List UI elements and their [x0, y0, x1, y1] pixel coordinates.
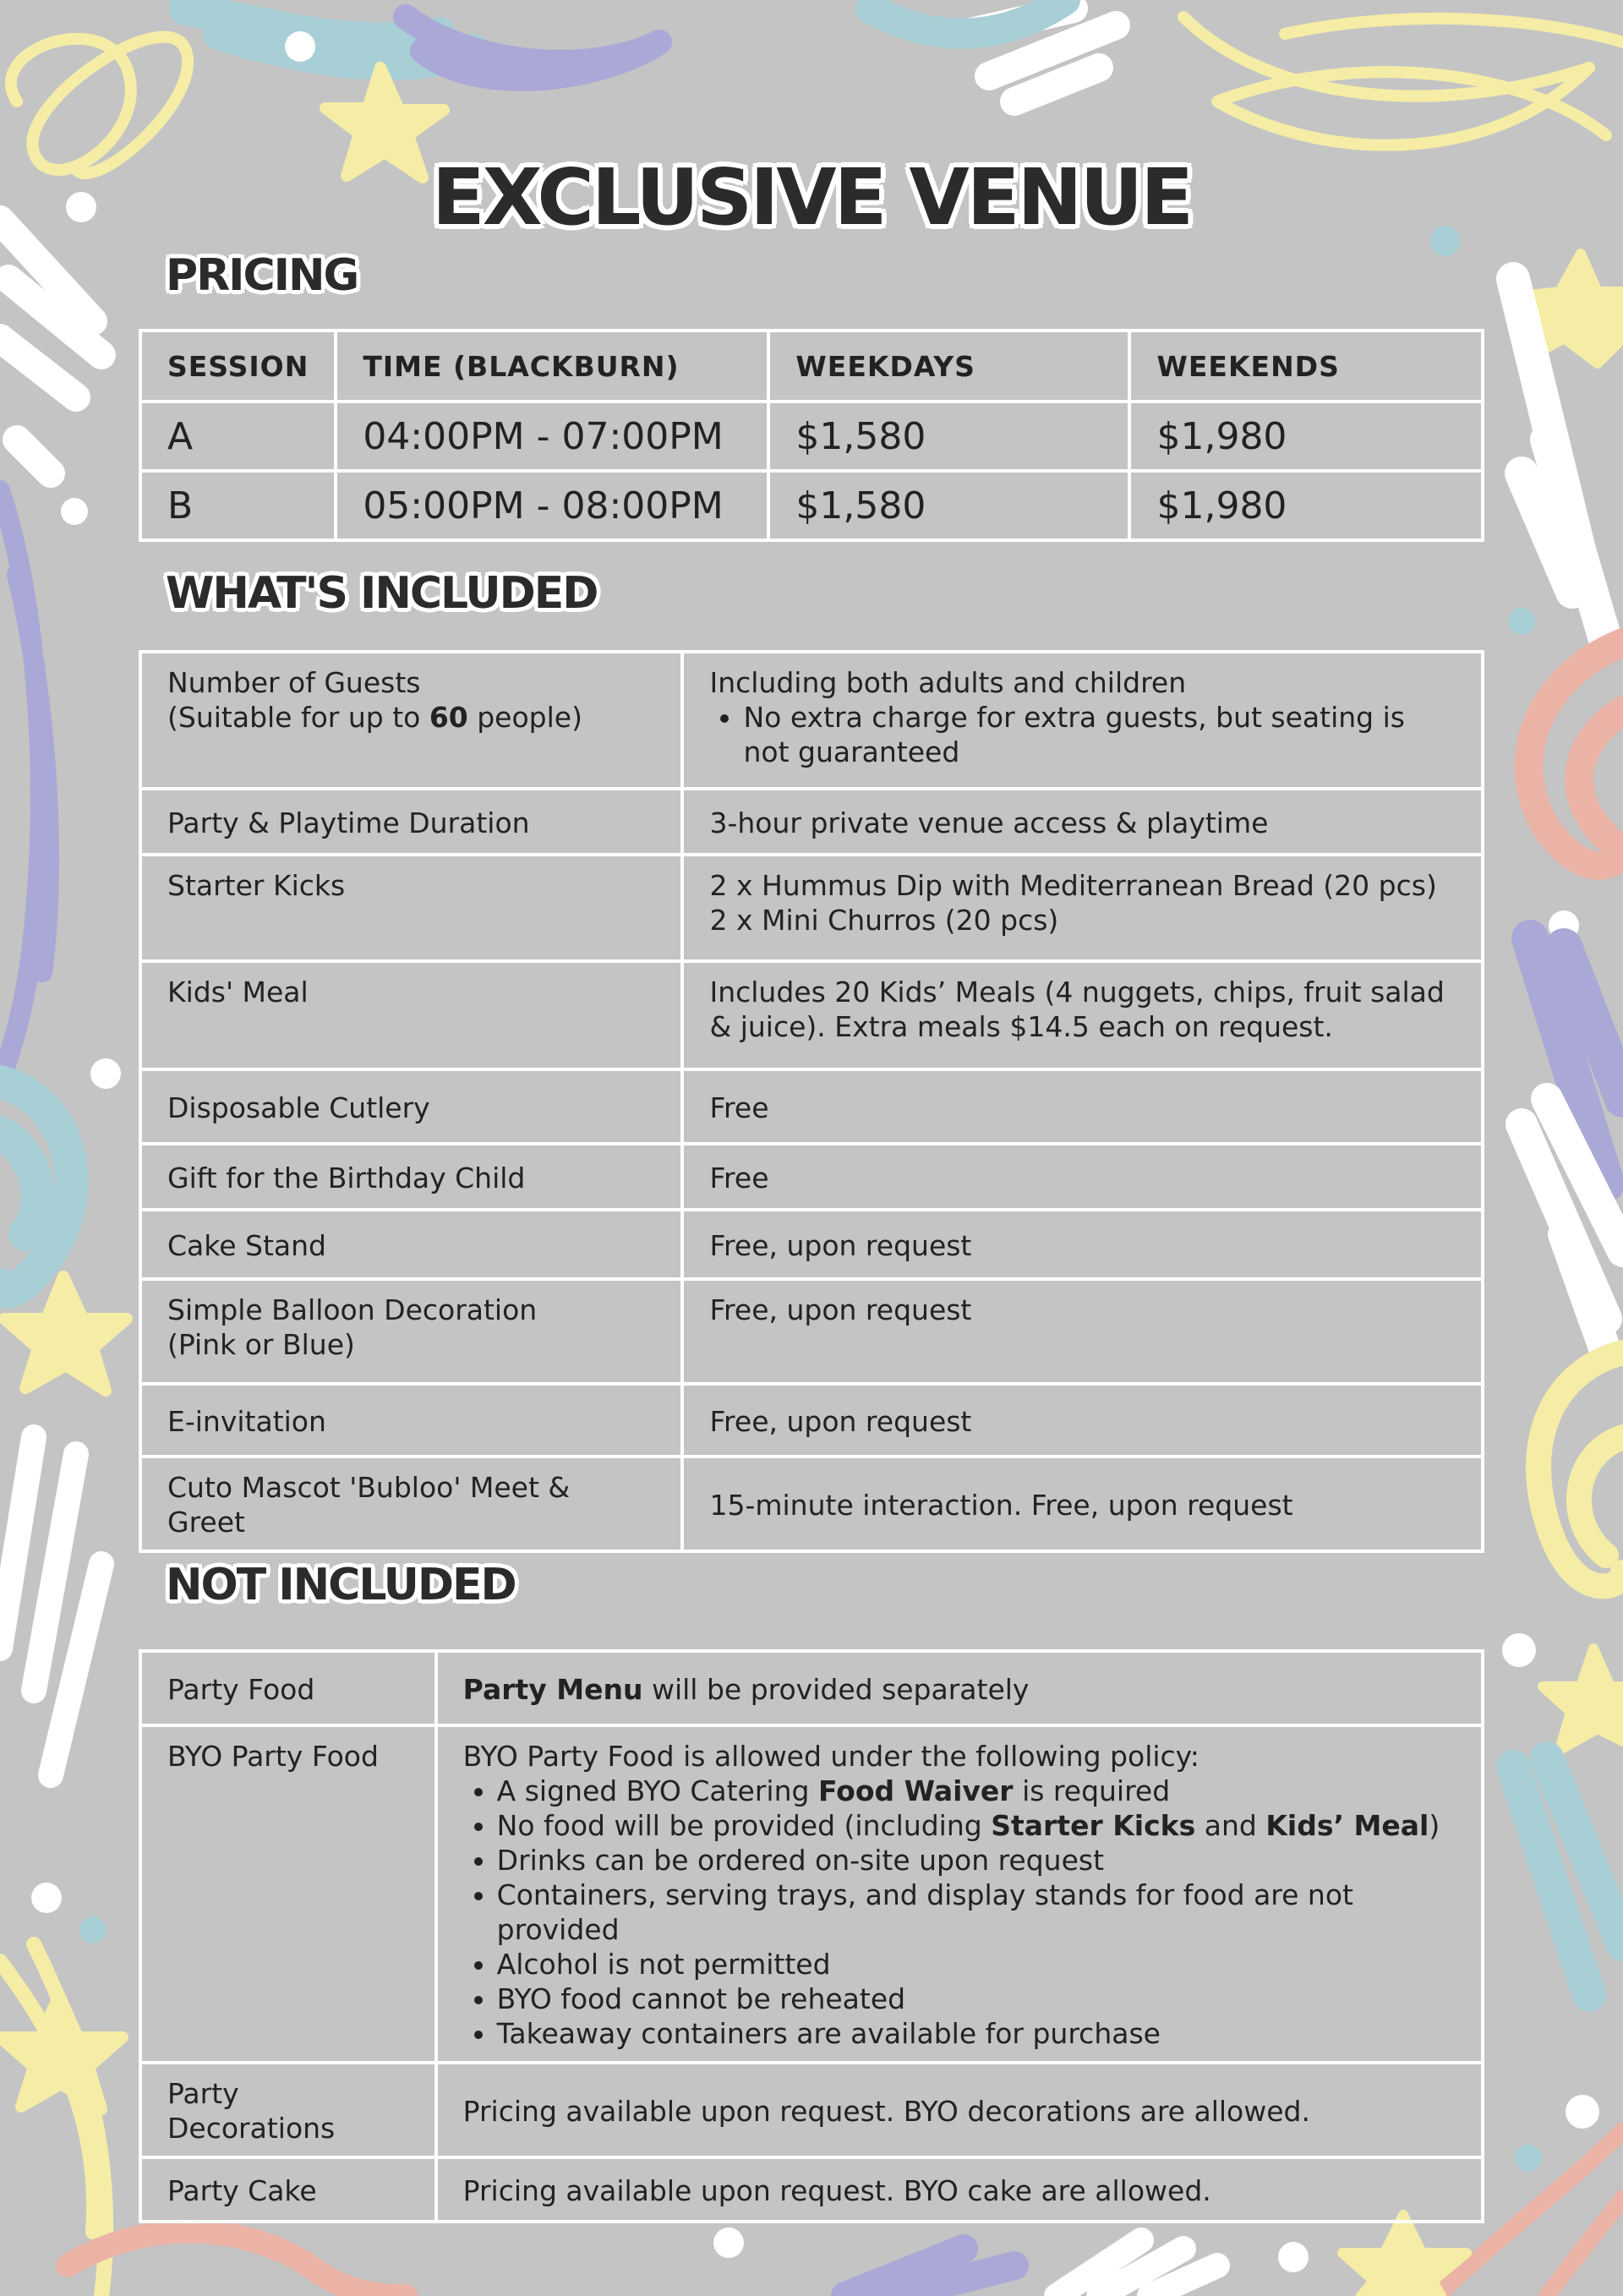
table-header-row — [140, 331, 1483, 402]
row-label: Starter Kicks — [140, 855, 682, 961]
column-header-time: TIME (BLACKBURN) — [336, 331, 768, 402]
cell-session: B — [140, 471, 336, 540]
bullet-item: • Containers, serving trays, and display stands for food are not provided — [497, 1878, 1456, 1947]
not-included-table — [139, 1649, 1484, 2223]
bullet-item — [497, 1774, 1456, 1808]
bullet-item: • BYO food cannot be reheated — [497, 1982, 1456, 2016]
row-label: Kids' Meal — [140, 961, 682, 1069]
row-detail: Free — [682, 1144, 1483, 1210]
table-row — [140, 1279, 1483, 1384]
guests-count: 60 — [429, 701, 468, 734]
guests-sub-pre: (Suitable for up to — [167, 701, 429, 734]
dot-white — [285, 31, 315, 62]
table-row — [140, 1384, 1483, 1457]
row-detail: 3-hour private venue access & playtime — [682, 789, 1483, 855]
row-detail — [436, 1725, 1483, 2063]
scribble-teal-right-lower — [1513, 1758, 1623, 1995]
dot-white — [713, 2228, 744, 2258]
page-title: EXCLUSIVE VENUE — [431, 152, 1192, 243]
table-row — [140, 402, 1483, 471]
text: is required — [1013, 1774, 1171, 1807]
row-label: BYO Party Food — [140, 1725, 436, 2063]
guests-detail: Including both adults and children — [709, 666, 1187, 699]
table-row — [140, 1069, 1483, 1144]
row-label: Party Cake — [140, 2157, 436, 2222]
row-label: Party Decorations — [140, 2063, 436, 2157]
row-label: Party & Playtime Duration — [140, 789, 682, 855]
bullet-item: • Drinks can be ordered on-site upon request — [497, 1843, 1456, 1878]
dot-white — [90, 1058, 121, 1089]
row-detail: Free — [682, 1069, 1483, 1144]
column-header-weekdays: WEEKDAYS — [768, 331, 1129, 402]
row-label: E-invitation — [140, 1384, 682, 1457]
row-label: Disposable Cutlery — [140, 1069, 682, 1144]
table-row — [140, 652, 1483, 789]
bullet-list — [709, 700, 1456, 769]
scribble-white-left — [0, 220, 101, 473]
scribble-pink-bottom — [68, 2232, 406, 2296]
section-heading-pricing: PRICING — [166, 250, 358, 301]
dot-teal — [1515, 2145, 1542, 2172]
row-detail: Pricing available upon request. BYO decorations are allowed. — [436, 2063, 1483, 2157]
table-row — [140, 1457, 1483, 1551]
cell-weekday-price: $1,580 — [768, 471, 1129, 540]
row-label — [140, 652, 682, 789]
table-row — [140, 1210, 1483, 1279]
dot-teal — [1508, 608, 1535, 635]
scribble-white-left-mid — [0, 1437, 101, 1775]
bullet-item: • Alcohol is not permitted — [497, 1947, 1456, 1982]
text: ) — [1429, 1809, 1440, 1842]
text: A signed BYO Catering — [496, 1774, 818, 1807]
row-label: Party Food — [140, 1651, 436, 1725]
section-heading-whats-included: WHAT'S INCLUDED — [166, 568, 598, 619]
text: No food will be provided (including — [496, 1809, 992, 1842]
guests-sub-post: people) — [467, 701, 582, 734]
scribble-teal-top-right — [871, 0, 1065, 34]
balloon-sub: (Pink or Blue) — [167, 1328, 355, 1361]
cell-time: 05:00PM - 08:00PM — [336, 471, 768, 540]
dot-white — [61, 498, 88, 525]
column-header-session: SESSION — [140, 331, 336, 402]
row-label: Cake Stand — [140, 1210, 682, 1279]
table-row — [140, 2063, 1483, 2157]
bullet-item — [497, 1808, 1456, 1843]
scribble-white-bottom — [1057, 2240, 1217, 2296]
row-label — [140, 1279, 682, 1384]
row-label: Gift for the Birthday Child — [140, 1144, 682, 1210]
dot-white — [31, 1883, 62, 1913]
row-detail — [436, 1651, 1483, 1725]
dot-white — [1278, 2242, 1309, 2272]
text: and — [1195, 1809, 1266, 1842]
table-row — [140, 1725, 1483, 2063]
whats-included-table — [139, 650, 1484, 1553]
balloon-label: Simple Balloon Decoration — [167, 1293, 538, 1326]
dot-white — [1502, 1633, 1536, 1667]
scribble-pink-right — [1528, 642, 1623, 866]
bullet-item: • Takeaway containers are available for purchase — [497, 2016, 1456, 2051]
row-detail — [682, 855, 1483, 961]
bold-text: Food Waiver — [817, 1774, 1014, 1807]
row-detail: Free, upon request — [682, 1279, 1483, 1384]
dot-white — [1566, 2095, 1599, 2129]
table-row — [140, 1651, 1483, 1725]
table-row — [140, 961, 1483, 1069]
row-detail — [682, 652, 1483, 789]
cell-weekend-price: $1,980 — [1129, 471, 1483, 540]
table-row — [140, 855, 1483, 961]
scribble-purple-left — [0, 490, 49, 1082]
table-row — [140, 2157, 1483, 2222]
column-header-weekends: WEEKENDS — [1129, 331, 1483, 402]
row-detail: Free, upon request — [682, 1384, 1483, 1457]
byo-intro: BYO Party Food is allowed under the following policy: — [462, 1740, 1199, 1773]
party-menu-bold: Party Menu — [462, 1672, 643, 1706]
bold-text: Kids’ Meal — [1265, 1809, 1429, 1842]
star-yellow-left-bottom — [0, 1995, 123, 2109]
star-yellow-right-lower — [1543, 1648, 1623, 1750]
section-heading-not-included: NOT INCLUDED — [166, 1560, 516, 1610]
table-row — [140, 789, 1483, 855]
table-row — [140, 1144, 1483, 1210]
pricing-table — [139, 329, 1484, 542]
bullet-list — [463, 1774, 1456, 2051]
starter-line-2: 2 x Mini Churros (20 pcs) — [709, 904, 1059, 937]
party-menu-rest: will be provided separately — [642, 1672, 1030, 1706]
scribble-teal-left — [0, 1082, 71, 1292]
scribble-purple-bottom — [845, 2249, 1014, 2296]
row-detail: 15-minute interaction. Free, upon request — [682, 1457, 1483, 1551]
cell-session: A — [140, 402, 336, 471]
row-label: Cuto Mascot 'Bubloo' Meet & Greet — [140, 1457, 682, 1551]
scribble-purple-top — [406, 17, 659, 79]
row-detail: Includes 20 Kids’ Meals (4 nuggets, chips, fruit salad & juice). Extra meals $14.5 each on request. — [682, 961, 1483, 1069]
starter-line-1: 2 x Hummus Dip with Mediterranean Bread (20 pcs) — [709, 869, 1437, 902]
bold-text: Starter Kicks — [991, 1809, 1196, 1842]
row-detail: Pricing available upon request. BYO cake are allowed. — [436, 2157, 1483, 2222]
bullet-item: • No extra charge for extra guests, but seating is not guaranteed — [743, 700, 1456, 769]
cell-time: 04:00PM - 07:00PM — [336, 402, 768, 471]
scribble-yellow-top-right — [1183, 17, 1623, 145]
dot-teal — [79, 1916, 107, 1943]
cell-weekday-price: $1,580 — [768, 402, 1129, 471]
guests-label: Number of Guests — [167, 666, 421, 699]
row-detail: Free, upon request — [682, 1210, 1483, 1279]
scribble-yellow-right-loops — [1538, 1353, 1623, 1586]
cell-weekend-price: $1,980 — [1129, 402, 1483, 471]
table-row — [140, 471, 1483, 540]
